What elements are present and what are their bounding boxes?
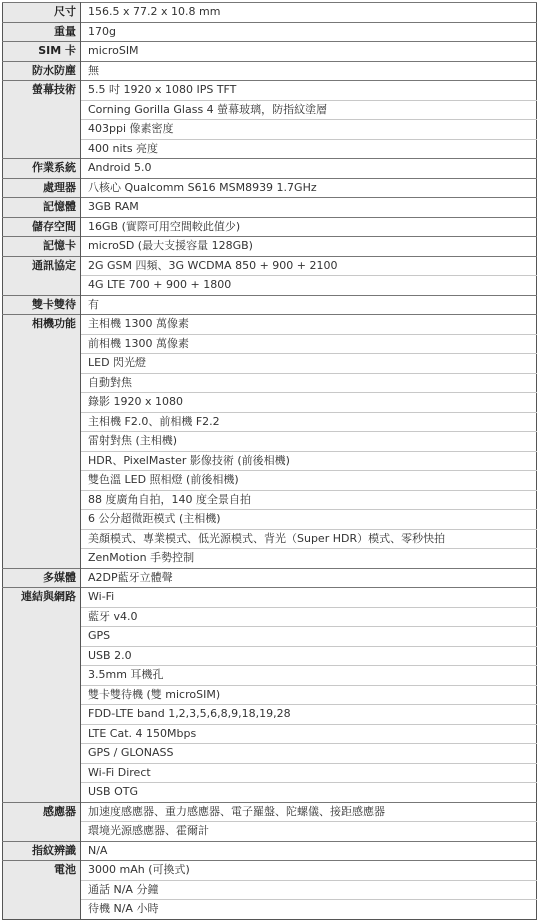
spec-row (3, 549, 537, 569)
spec-value: LTE Cat. 4 150Mbps (81, 724, 537, 744)
spec-value: A2DP藍牙立體聲 (81, 568, 537, 588)
spec-value: FDD-LTE band 1,2,3,5,6,8,9,18,19,28 (81, 705, 537, 725)
spec-row (3, 588, 537, 608)
spec-row (3, 666, 537, 686)
spec-value: 雙色溫 LED 照相燈 (前後相機) (81, 471, 537, 491)
spec-value: USB OTG (81, 783, 537, 803)
spec-value: Wi-Fi (81, 588, 537, 608)
spec-value: 4G LTE 700 + 900 + 1800 (81, 276, 537, 296)
spec-value: 錄影 1920 x 1080 (81, 393, 537, 413)
spec-value: LED 閃光燈 (81, 354, 537, 374)
spec-row (3, 393, 537, 413)
spec-value: 403ppi 像素密度 (81, 120, 537, 140)
spec-value: Android 5.0 (81, 159, 537, 179)
spec-label: 防水防塵 (3, 61, 81, 81)
spec-value: Wi-Fi Direct (81, 763, 537, 783)
spec-row (3, 354, 537, 374)
spec-row (3, 178, 537, 198)
spec-row (3, 568, 537, 588)
spec-row (3, 22, 537, 42)
spec-row (3, 276, 537, 296)
spec-value: 88 度廣角自拍，140 度全景自拍 (81, 490, 537, 510)
spec-label: 相機功能 (3, 315, 81, 569)
spec-value: 藍牙 v4.0 (81, 607, 537, 627)
spec-label: 記憶體 (3, 198, 81, 218)
spec-value: 八核心 Qualcomm S616 MSM8939 1.7GHz (81, 178, 537, 198)
spec-row (3, 295, 537, 315)
spec-row (3, 81, 537, 101)
spec-value: 有 (81, 295, 537, 315)
spec-row (3, 373, 537, 393)
spec-value: GPS / GLONASS (81, 744, 537, 764)
spec-label: 重量 (3, 22, 81, 42)
spec-row (3, 900, 537, 920)
spec-row (3, 646, 537, 666)
spec-value: 加速度感應器、重力感應器、電子羅盤、陀螺儀、接距感應器 (81, 802, 537, 822)
spec-value: 雷射對焦 (主相機) (81, 432, 537, 452)
spec-row (3, 451, 537, 471)
spec-value: 待機 N/A 小時 (81, 900, 537, 920)
spec-value: 自動對焦 (81, 373, 537, 393)
spec-value: 前相機 1300 萬像素 (81, 334, 537, 354)
spec-value: 美顏模式、專業模式、低光源模式、背光（Super HDR）模式、零秒快拍 (81, 529, 537, 549)
spec-label: 處理器 (3, 178, 81, 198)
spec-label: 多媒體 (3, 568, 81, 588)
spec-row (3, 256, 537, 276)
spec-value: 雙卡雙待機 (雙 microSIM) (81, 685, 537, 705)
spec-row (3, 822, 537, 842)
spec-value: 16GB (實際可用空間較此值少) (81, 217, 537, 237)
spec-row (3, 744, 537, 764)
spec-value: 156.5 x 77.2 x 10.8 mm (81, 3, 537, 23)
spec-row (3, 490, 537, 510)
spec-value: 170g (81, 22, 537, 42)
spec-row (3, 237, 537, 257)
spec-row (3, 61, 537, 81)
spec-row (3, 510, 537, 530)
spec-value: microSD (最大支援容量 128GB) (81, 237, 537, 257)
spec-value: HDR、PixelMaster 影像技術 (前後相機) (81, 451, 537, 471)
spec-value: ZenMotion 手勢控制 (81, 549, 537, 569)
spec-row (3, 120, 537, 140)
spec-value: 3GB RAM (81, 198, 537, 218)
spec-row (3, 198, 537, 218)
spec-value: 環境光源感應器、霍爾計 (81, 822, 537, 842)
spec-value: microSIM (81, 42, 537, 62)
spec-row (3, 432, 537, 452)
spec-value: 主相機 1300 萬像素 (81, 315, 537, 335)
spec-row (3, 802, 537, 822)
spec-label: 雙卡雙待 (3, 295, 81, 315)
spec-label: 記憶卡 (3, 237, 81, 257)
spec-table-body (3, 3, 537, 920)
spec-row (3, 42, 537, 62)
spec-row (3, 100, 537, 120)
spec-value: 6 公分超微距模式 (主相機) (81, 510, 537, 530)
spec-row (3, 334, 537, 354)
spec-row (3, 861, 537, 881)
spec-value: 3000 mAh (可換式) (81, 861, 537, 881)
spec-value: N/A (81, 841, 537, 861)
spec-row (3, 471, 537, 491)
spec-value: 主相機 F2.0、前相機 F2.2 (81, 412, 537, 432)
spec-label: 儲存空間 (3, 217, 81, 237)
spec-label: 指紋辨識 (3, 841, 81, 861)
spec-row (3, 315, 537, 335)
spec-row (3, 724, 537, 744)
spec-value: 5.5 吋 1920 x 1080 IPS TFT (81, 81, 537, 101)
spec-row (3, 139, 537, 159)
spec-value: 2G GSM 四頻、3G WCDMA 850 + 900 + 2100 (81, 256, 537, 276)
spec-value: Corning Gorilla Glass 4 螢幕玻璃，防指紋塗層 (81, 100, 537, 120)
spec-row (3, 159, 537, 179)
spec-row (3, 783, 537, 803)
spec-value: USB 2.0 (81, 646, 537, 666)
spec-value: 3.5mm 耳機孔 (81, 666, 537, 686)
spec-row (3, 217, 537, 237)
spec-label: SIM 卡 (3, 42, 81, 62)
spec-row (3, 627, 537, 647)
spec-label: 通訊協定 (3, 256, 81, 295)
spec-row (3, 841, 537, 861)
spec-value: 通話 N/A 分鐘 (81, 880, 537, 900)
spec-table (2, 2, 537, 920)
spec-label: 電池 (3, 861, 81, 920)
spec-value: 400 nits 亮度 (81, 139, 537, 159)
spec-row (3, 412, 537, 432)
spec-label: 感應器 (3, 802, 81, 841)
spec-label: 螢幕技術 (3, 81, 81, 159)
spec-row (3, 607, 537, 627)
spec-row (3, 763, 537, 783)
spec-row (3, 705, 537, 725)
spec-label: 作業系統 (3, 159, 81, 179)
spec-row (3, 685, 537, 705)
spec-row (3, 3, 537, 23)
spec-value: GPS (81, 627, 537, 647)
spec-label: 連結與網路 (3, 588, 81, 803)
spec-value: 無 (81, 61, 537, 81)
spec-label: 尺寸 (3, 3, 81, 23)
spec-row (3, 880, 537, 900)
spec-row (3, 529, 537, 549)
